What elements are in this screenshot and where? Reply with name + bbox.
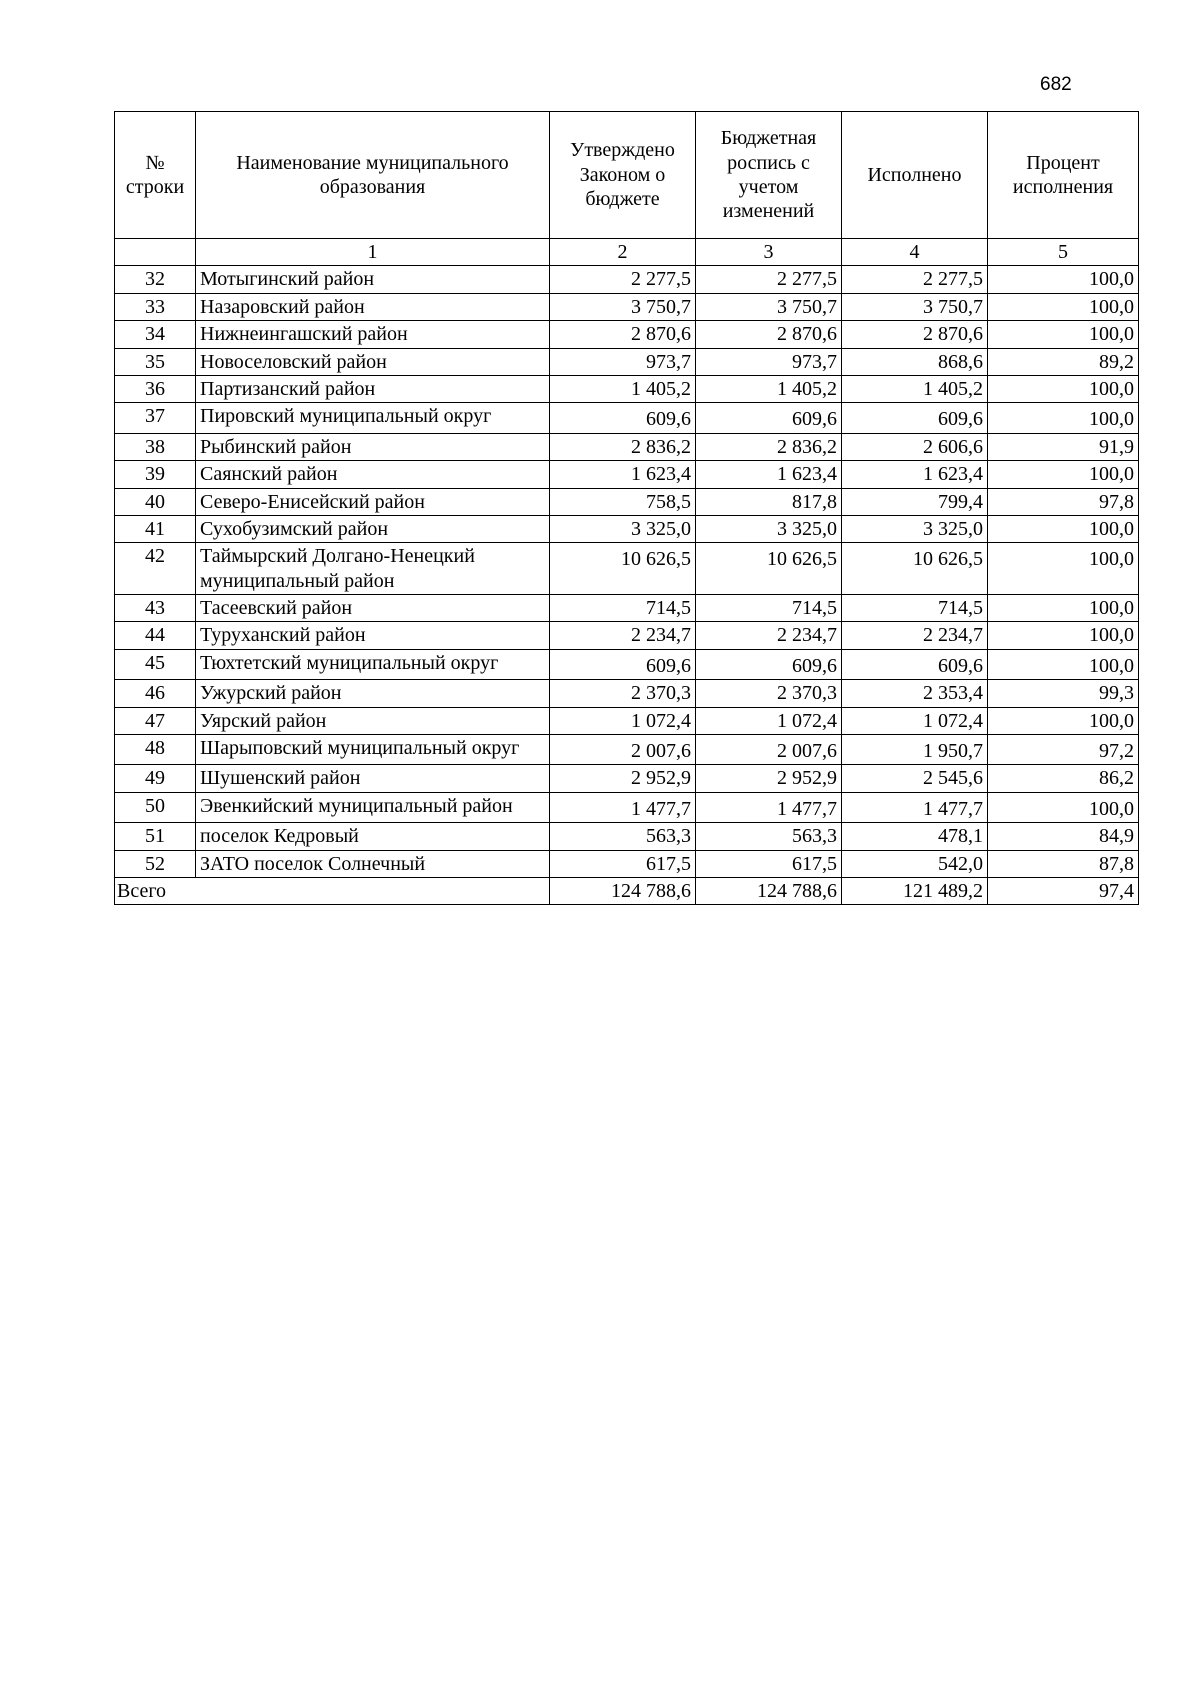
approved-value: 563,3 <box>550 823 696 850</box>
percent-value: 100,0 <box>988 543 1139 595</box>
municipality-name: Мотыгинский район <box>196 266 550 293</box>
row-number: 32 <box>115 266 196 293</box>
municipality-name: Эвенкийский муниципальный район <box>196 792 550 822</box>
row-number: 45 <box>115 649 196 679</box>
row-number: 41 <box>115 515 196 542</box>
budget-value: 563,3 <box>696 823 842 850</box>
percent-value: 89,2 <box>988 348 1139 375</box>
percent-value: 91,9 <box>988 433 1139 460</box>
percent-value: 100,0 <box>988 622 1139 649</box>
column-number: 3 <box>696 239 842 266</box>
approved-value: 1 072,4 <box>550 707 696 734</box>
total-budget: 124 788,6 <box>696 877 842 904</box>
column-number <box>115 239 196 266</box>
column-number: 4 <box>842 239 988 266</box>
approved-value: 973,7 <box>550 348 696 375</box>
approved-value: 758,5 <box>550 488 696 515</box>
header-budget-schedule: Бюджетная роспись с учетом изменений <box>696 112 842 239</box>
percent-value: 97,2 <box>988 735 1139 765</box>
approved-value: 2 952,9 <box>550 765 696 792</box>
municipality-name: Тюхтетский муниципальный округ <box>196 649 550 679</box>
row-number: 49 <box>115 765 196 792</box>
percent-value: 100,0 <box>988 461 1139 488</box>
municipality-name: Шарыповский муниципальный округ <box>196 735 550 765</box>
percent-value: 99,3 <box>988 680 1139 707</box>
executed-value: 478,1 <box>842 823 988 850</box>
row-number: 52 <box>115 850 196 877</box>
budget-value: 817,8 <box>696 488 842 515</box>
municipality-name: Таймырский Долгано-Ненецкий муниципальный район <box>196 543 550 595</box>
row-number: 40 <box>115 488 196 515</box>
budget-value: 714,5 <box>696 595 842 622</box>
row-number: 36 <box>115 375 196 402</box>
budget-value: 1 072,4 <box>696 707 842 734</box>
percent-value: 100,0 <box>988 792 1139 822</box>
approved-value: 617,5 <box>550 850 696 877</box>
total-executed: 121 489,2 <box>842 877 988 904</box>
budget-value: 2 007,6 <box>696 735 842 765</box>
municipality-name: Рыбинский район <box>196 433 550 460</box>
municipality-name: Сухобузимский район <box>196 515 550 542</box>
table-row <box>115 461 1139 488</box>
row-number: 51 <box>115 823 196 850</box>
budget-value: 2 836,2 <box>696 433 842 460</box>
total-approved: 124 788,6 <box>550 877 696 904</box>
budget-value: 1 477,7 <box>696 792 842 822</box>
executed-value: 3 325,0 <box>842 515 988 542</box>
approved-value: 1 477,7 <box>550 792 696 822</box>
municipality-name: Пировский муниципальный округ <box>196 403 550 433</box>
budget-value: 2 277,5 <box>696 266 842 293</box>
approved-value: 2 870,6 <box>550 321 696 348</box>
table-row <box>115 735 1139 765</box>
executed-value: 799,4 <box>842 488 988 515</box>
approved-value: 609,6 <box>550 649 696 679</box>
municipality-name: Шушенский район <box>196 765 550 792</box>
executed-value: 1 623,4 <box>842 461 988 488</box>
row-number: 35 <box>115 348 196 375</box>
executed-value: 2 606,6 <box>842 433 988 460</box>
budget-value: 2 952,9 <box>696 765 842 792</box>
row-number: 34 <box>115 321 196 348</box>
percent-value: 100,0 <box>988 707 1139 734</box>
executed-value: 1 072,4 <box>842 707 988 734</box>
executed-value: 868,6 <box>842 348 988 375</box>
approved-value: 1 405,2 <box>550 375 696 402</box>
row-number: 33 <box>115 293 196 320</box>
municipality-name: Новоселовский район <box>196 348 550 375</box>
percent-value: 86,2 <box>988 765 1139 792</box>
row-number: 39 <box>115 461 196 488</box>
budget-value: 3 750,7 <box>696 293 842 320</box>
budget-value: 1 623,4 <box>696 461 842 488</box>
approved-value: 2 370,3 <box>550 680 696 707</box>
percent-value: 100,0 <box>988 515 1139 542</box>
row-number: 48 <box>115 735 196 765</box>
header-approved-by-law: Утверждено Законом о бюджете <box>550 112 696 239</box>
column-number: 1 <box>196 239 550 266</box>
column-number: 2 <box>550 239 696 266</box>
table-row <box>115 266 1139 293</box>
executed-value: 714,5 <box>842 595 988 622</box>
executed-value: 2 277,5 <box>842 266 988 293</box>
percent-value: 100,0 <box>988 321 1139 348</box>
row-number: 50 <box>115 792 196 822</box>
executed-value: 542,0 <box>842 850 988 877</box>
municipality-name: поселок Кедровый <box>196 823 550 850</box>
page-number: 682 <box>1040 74 1072 95</box>
budget-value: 2 234,7 <box>696 622 842 649</box>
municipality-name: Уярский район <box>196 707 550 734</box>
municipality-name: Саянский район <box>196 461 550 488</box>
municipality-name: Тасеевский район <box>196 595 550 622</box>
header-municipality-name: Наименование муниципального образования <box>196 112 550 239</box>
budget-value: 10 626,5 <box>696 543 842 595</box>
table-row <box>115 649 1139 679</box>
executed-value: 1 405,2 <box>842 375 988 402</box>
executed-value: 609,6 <box>842 649 988 679</box>
table-row <box>115 680 1139 707</box>
approved-value: 3 750,7 <box>550 293 696 320</box>
executed-value: 3 750,7 <box>842 293 988 320</box>
header-execution-percent: Процент исполнения <box>988 112 1139 239</box>
percent-value: 100,0 <box>988 375 1139 402</box>
executed-value: 1 477,7 <box>842 792 988 822</box>
table-row <box>115 488 1139 515</box>
municipality-name: ЗАТО поселок Солнечный <box>196 850 550 877</box>
approved-value: 1 623,4 <box>550 461 696 488</box>
table-row <box>115 595 1139 622</box>
row-number: 42 <box>115 543 196 595</box>
percent-value: 100,0 <box>988 403 1139 433</box>
approved-value: 10 626,5 <box>550 543 696 595</box>
column-number: 5 <box>988 239 1139 266</box>
executed-value: 2 870,6 <box>842 321 988 348</box>
header-row-number: № строки <box>115 112 196 239</box>
percent-value: 100,0 <box>988 649 1139 679</box>
table-row <box>115 348 1139 375</box>
table-row <box>115 850 1139 877</box>
table-row <box>115 515 1139 542</box>
percent-value: 87,8 <box>988 850 1139 877</box>
executed-value: 2 545,6 <box>842 765 988 792</box>
table-row <box>115 375 1139 402</box>
table-row <box>115 321 1139 348</box>
executed-value: 609,6 <box>842 403 988 433</box>
table-row <box>115 765 1139 792</box>
approved-value: 2 277,5 <box>550 266 696 293</box>
executed-value: 2 234,7 <box>842 622 988 649</box>
budget-value: 617,5 <box>696 850 842 877</box>
executed-value: 2 353,4 <box>842 680 988 707</box>
approved-value: 714,5 <box>550 595 696 622</box>
budget-value: 3 325,0 <box>696 515 842 542</box>
table-row <box>115 707 1139 734</box>
row-number: 38 <box>115 433 196 460</box>
table-row <box>115 792 1139 822</box>
percent-value: 100,0 <box>988 266 1139 293</box>
row-number: 46 <box>115 680 196 707</box>
approved-value: 2 234,7 <box>550 622 696 649</box>
row-number: 47 <box>115 707 196 734</box>
table-row <box>115 403 1139 433</box>
municipality-name: Ужурский район <box>196 680 550 707</box>
executed-value: 10 626,5 <box>842 543 988 595</box>
approved-value: 2 007,6 <box>550 735 696 765</box>
budget-value: 2 870,6 <box>696 321 842 348</box>
table-row <box>115 622 1139 649</box>
budget-execution-table <box>114 111 1139 905</box>
municipality-name: Партизанский район <box>196 375 550 402</box>
total-row <box>115 877 1139 904</box>
municipality-name: Нижнеингашский район <box>196 321 550 348</box>
header-executed: Исполнено <box>842 112 988 239</box>
budget-value: 973,7 <box>696 348 842 375</box>
row-number: 44 <box>115 622 196 649</box>
row-number: 37 <box>115 403 196 433</box>
percent-value: 100,0 <box>988 293 1139 320</box>
total-label: Всего <box>115 877 550 904</box>
row-number: 43 <box>115 595 196 622</box>
municipality-name: Назаровский район <box>196 293 550 320</box>
table-body <box>115 266 1139 878</box>
total-percent: 97,4 <box>988 877 1139 904</box>
budget-value: 1 405,2 <box>696 375 842 402</box>
municipality-name: Северо-Енисейский район <box>196 488 550 515</box>
budget-value: 2 370,3 <box>696 680 842 707</box>
table-row <box>115 293 1139 320</box>
column-numbers-row <box>115 239 1139 266</box>
table-row <box>115 433 1139 460</box>
executed-value: 1 950,7 <box>842 735 988 765</box>
budget-value: 609,6 <box>696 649 842 679</box>
municipality-name: Туруханский район <box>196 622 550 649</box>
percent-value: 97,8 <box>988 488 1139 515</box>
table-row <box>115 543 1139 595</box>
approved-value: 3 325,0 <box>550 515 696 542</box>
approved-value: 609,6 <box>550 403 696 433</box>
budget-value: 609,6 <box>696 403 842 433</box>
table-header-row <box>115 112 1139 239</box>
percent-value: 100,0 <box>988 595 1139 622</box>
percent-value: 84,9 <box>988 823 1139 850</box>
table-row <box>115 823 1139 850</box>
approved-value: 2 836,2 <box>550 433 696 460</box>
